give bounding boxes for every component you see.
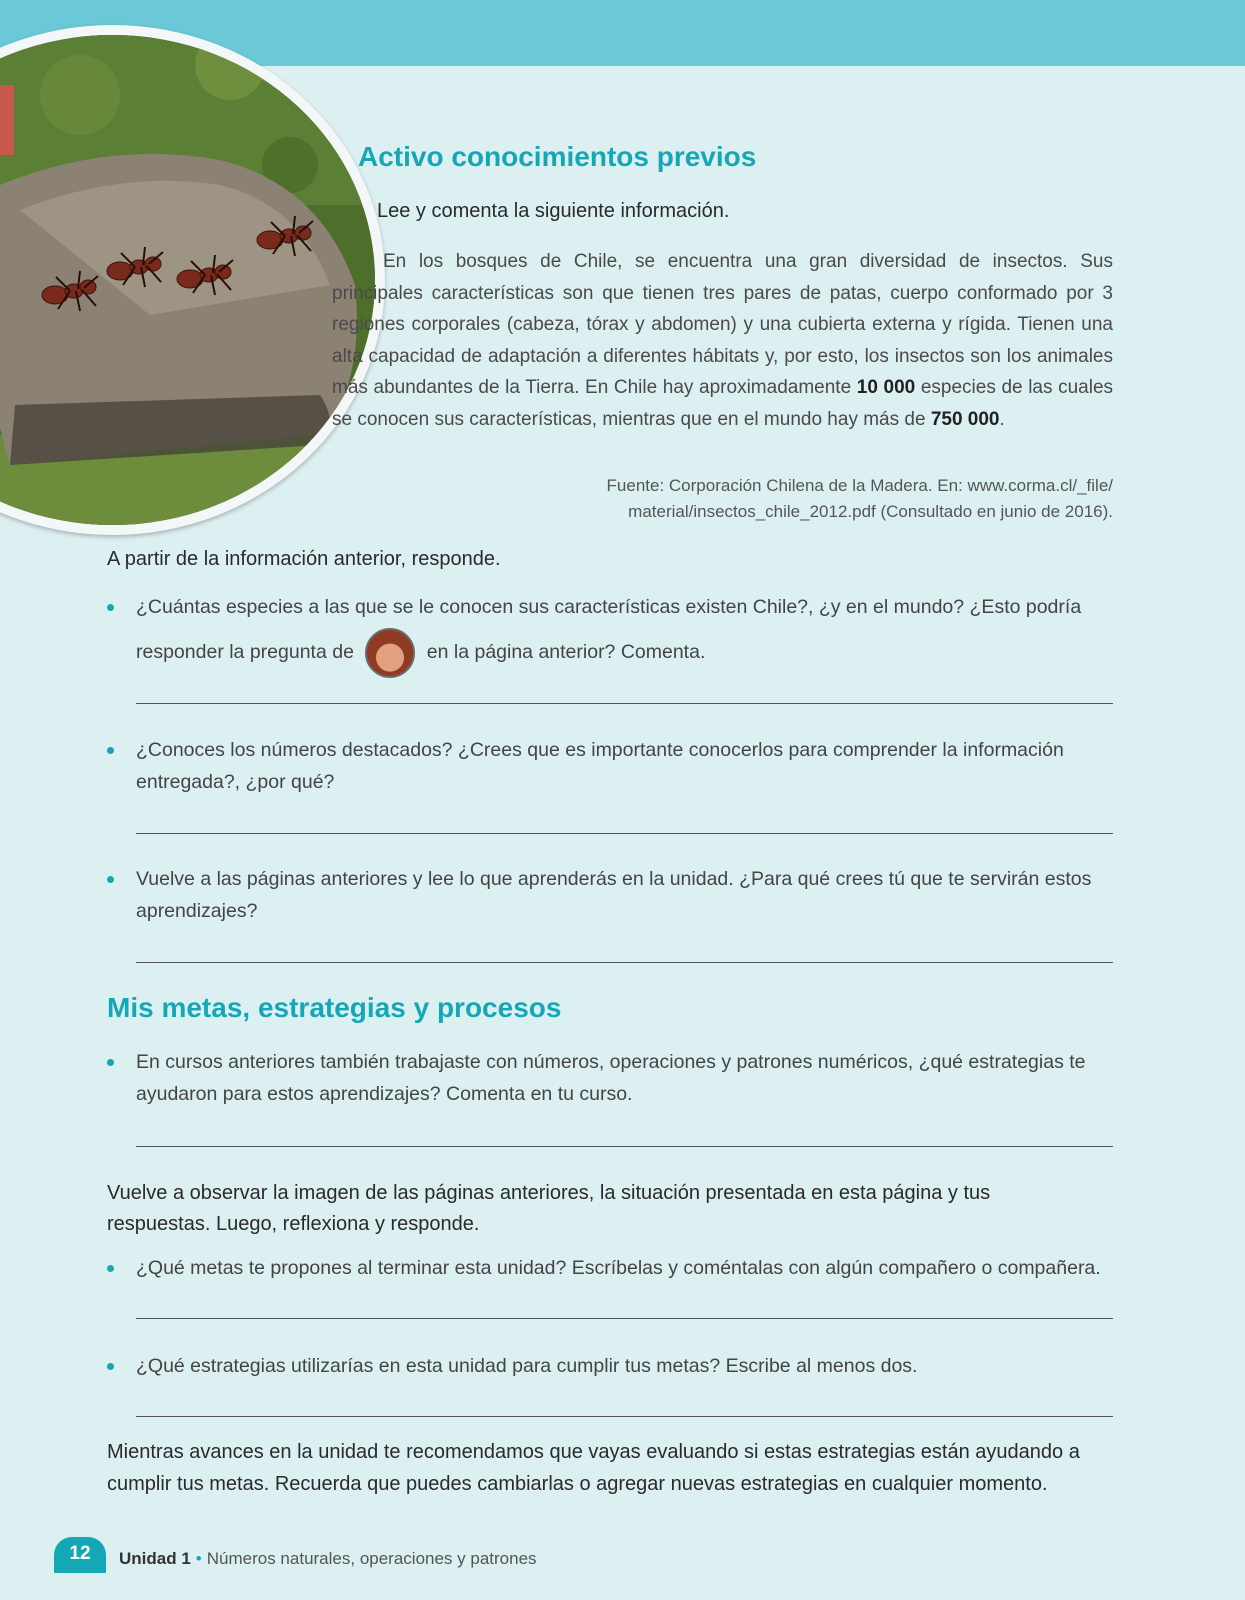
info-text-2: especies de las cuales se conocen sus características, mientras que en el mundo hay más de <box>332 377 1114 430</box>
question-species-text-1: ¿Cuántas especies a las que se le conocen sus características existen Chile?, ¿y en el mundo? ¿Esto podría responder la pregunta de <box>136 596 1082 664</box>
respond-prompt: A partir de la información anterior, responde. <box>107 548 501 570</box>
highlighted-number-chile: 10 000 <box>856 377 916 398</box>
question-numbers-text: ¿Conoces los números destacados? ¿Crees que es importante conocerlos para comprender la información entregada?, ¿por qué? <box>136 739 1064 793</box>
footer-separator: • <box>195 1549 202 1568</box>
section-title-prior-knowledge: Activo conocimientos previos <box>358 141 757 172</box>
question-strategies-previous <box>107 1046 1113 1110</box>
answer-line[interactable] <box>136 1416 1113 1417</box>
question-goals <box>107 1252 1113 1284</box>
footer-unit: Unidad 1 <box>119 1549 191 1568</box>
answer-line[interactable] <box>136 1318 1113 1319</box>
question-species-text-2: en la página anterior? Comenta. <box>426 641 706 664</box>
reflect-prompt: Vuelve a observar la imagen de las páginas anteriores, la situación presentada en esta página y tus respuestas. Luego, reflexiona y responde. <box>107 1182 991 1235</box>
bullet-icon <box>107 604 114 611</box>
bullet-icon <box>107 747 114 754</box>
question-strategies-unit-text: ¿Qué estrategias utilizarías en esta unidad para cumplir tus metas? Escribe al menos dos. <box>136 1355 918 1377</box>
source-line-1: Fuente: Corporación Chilena de la Madera. En: www.corma.cl/_file/ <box>606 476 1113 495</box>
answer-line[interactable] <box>136 1146 1113 1147</box>
bullet-icon <box>107 876 114 883</box>
answer-line[interactable] <box>136 703 1113 704</box>
info-text-3: . <box>999 408 1005 430</box>
question-learning-text: Vuelve a las páginas anteriores y lee lo que aprenderás en la unidad. ¿Para qué crees tú que te servirán estos aprendizajes? <box>136 868 1092 922</box>
highlighted-number-world: 750 000 <box>930 408 1000 430</box>
bullet-icon <box>107 1059 114 1066</box>
question-strategies-previous-text: En cursos anteriores también trabajaste con números, operaciones y patrones numéricos, ¿qué estrategias te ayudaron para estos aprendizajes? Comenta en tu curso. <box>136 1051 1086 1105</box>
footer-unit-title: Números naturales, operaciones y patrones <box>206 1549 537 1568</box>
ants-on-rock-icon <box>0 35 375 525</box>
source-citation <box>500 473 1113 525</box>
answer-line[interactable] <box>136 962 1113 963</box>
answer-line[interactable] <box>136 833 1113 834</box>
footer-unit-label <box>119 1549 537 1569</box>
info-text-1: En los bosques de Chile, se encuentra una gran diversidad de insectos. Sus principales características son que tienen tres pares de patas, cuerpo conformado por 3 regiones corporales (cabeza, tórax y abdomen) y una cubierta externa y rígida. Tienen una alta capacidad de adaptación a diferentes hábitats y, por esto, los insectos son los animales más abundantes de la Tierra. En Chile hay aproximadamente <box>332 251 1113 398</box>
question-numbers <box>107 734 1113 798</box>
question-strategies-unit <box>107 1350 1113 1382</box>
question-learning <box>107 863 1113 927</box>
character-avatar-icon <box>365 628 415 678</box>
question-species <box>107 586 1113 678</box>
bullet-icon <box>107 1363 114 1370</box>
question-goals-text: ¿Qué metas te propones al terminar esta unidad? Escríbelas y coméntalas con algún compañero o compañera. <box>136 1257 1101 1279</box>
bullet-icon <box>107 1265 114 1272</box>
page-number-badge: 12 <box>54 1537 106 1573</box>
section-title-goals: Mis metas, estrategias y procesos <box>107 992 562 1023</box>
info-lead: Lee y comenta la siguiente información. <box>377 200 730 222</box>
insects-info-paragraph <box>332 246 1113 435</box>
ants-photo-circle <box>0 25 385 535</box>
source-line-2: material/insectos_chile_2012.pdf (Consultado en junio de 2016). <box>628 502 1113 521</box>
closing-paragraph: Mientras avances en la unidad te recomendamos que vayas evaluando si estas estrategias están ayudando a cumplir tus metas. Recuerda que puedes cambiarlas o agregar nuevas estrategias en cualquier momento. <box>107 1441 1080 1495</box>
